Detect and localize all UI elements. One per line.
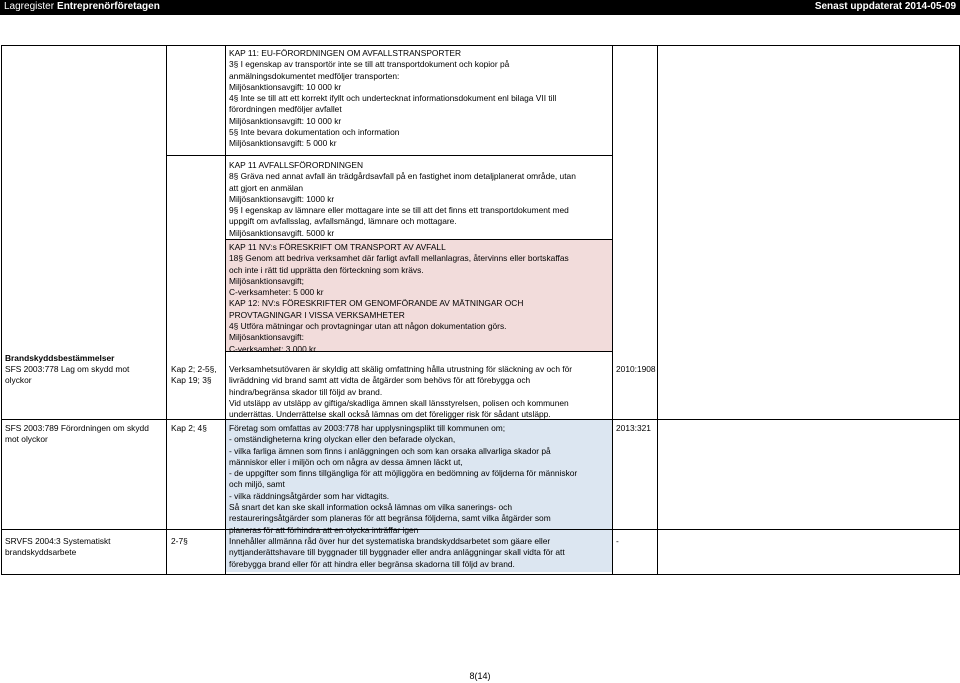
text-line: Företag som omfattas av 2003:778 har upplysningsplikt till kommunen om; [229, 423, 506, 433]
avfall-line: Miljösanktionsavgift. 5000 kr [229, 227, 335, 238]
row-ref [171, 423, 207, 434]
header-left [4, 0, 160, 14]
row-law [5, 536, 111, 559]
law-line: SFS 2003:778 Lag om skydd mot [5, 364, 130, 374]
nv-line: Miljösanktionsavgift: [229, 332, 304, 343]
row-ref [171, 536, 188, 547]
eu-line: anmälningsdokumentet medföljer transporten: [229, 70, 400, 81]
row-law [5, 423, 149, 446]
updated-date: Senast uppdaterat 2014-05-09 [814, 1, 956, 12]
nv-line: PROVTAGNINGAR I VISSA VERKSAMHETER [229, 309, 405, 320]
nv-block [229, 242, 569, 355]
page-number: 8(14) [469, 671, 491, 681]
company-name: Entreprenörföretagen [57, 1, 160, 12]
law-line: brandskyddsarbete [5, 547, 77, 558]
text-line: planeras för att förhindra att en olycka inträffar igen [229, 524, 419, 535]
nv-line: 4§ Utföra mätningar och provtagningar utan att någon dokumentation görs. [229, 321, 507, 332]
nv-line: 18§ Genom att bedriva verksamhet där farligt avfall mellanlagras, återvinns eller bortskaffas [229, 253, 569, 264]
text-line: - omständigheterna kring olyckan eller den befarade olyckan, [229, 434, 456, 445]
section-heading: Brandskyddsbestämmelser [5, 353, 115, 363]
ref-line: Kap 2; 4§ [171, 423, 207, 433]
text-line: människor eller i miljön och om några av dessa ämnen läckt ut, [229, 456, 463, 467]
col-divider-4 [657, 46, 658, 574]
avfall-line: uppgift om avfallsslag, avfallsmängd, lämnare och mottagare. [229, 216, 457, 227]
row-divider-2 [225, 239, 612, 240]
text-line: hindra/begränsa skador till följd av brand. [229, 386, 383, 397]
eu-regulation-block [229, 48, 556, 150]
eu-line: förordningen medföljer avfallet [229, 104, 342, 115]
text-line: restaureringsåtgärder som planeras för att begränsa följderna, samt vilka åtgärder som [229, 513, 551, 524]
row-text [229, 364, 572, 420]
text-line: - vilka farliga ämnen som finns i anläggningen och som kan orsaka allvarliga skador på [229, 445, 551, 456]
row-text [229, 536, 565, 570]
nv-line: Miljösanktionsavgift; [229, 275, 304, 286]
nv-line: C-verksamheter: 5 000 kr [229, 287, 324, 298]
text-line: - vilka räddningsåtgärder som har vidtagits. [229, 490, 390, 501]
eu-line: Miljösanktionsavgift: 10 000 kr [229, 81, 342, 92]
row-law [5, 364, 129, 387]
avfall-line: att gjort en anmälan [229, 182, 304, 193]
avfall-block [229, 160, 576, 239]
eu-line: Miljösanktionsavgift: 5 000 kr [229, 138, 337, 149]
row-text [229, 423, 577, 536]
nv-line: C-verksamhet: 3 000 kr [229, 343, 317, 354]
law-line: SFS 2003:789 Förordningen om skydd [5, 423, 149, 433]
row-date: 2010:1908 [616, 364, 656, 374]
avfall-line: KAP 11 AVFALLSFÖRORDNINGEN [229, 160, 364, 170]
eu-line: 3§ I egenskap av transportör inte se till att transportdokument och kopior på [229, 59, 510, 70]
law-line: mot olyckor [5, 434, 48, 445]
avfall-line: Miljösanktionsavgift: 1000 kr [229, 193, 335, 204]
text-line: och miljö, samt [229, 479, 285, 490]
text-line: Vid utsläpp av utsläpp av giftiga/skadliga ämnen skall länsstyrelsen, polisen och kommunen [229, 397, 569, 408]
row-date: - [616, 536, 619, 546]
header-bar [0, 0, 960, 15]
text-line: underrättas. Underrättelse skall också lämnas om det föreligger risk för sådant utsläpp. [229, 409, 551, 420]
text-line: Så snart det kan ske skall information också lämnas om vilka sanerings- och [229, 502, 513, 513]
eu-line: Miljösanktionsavgift: 10 000 kr [229, 115, 342, 126]
law-line: olyckor [5, 375, 32, 386]
eu-line: 4§ Inte se till att ett korrekt ifyllt och undertecknat informationsdokument enl bilaga VII till [229, 93, 557, 104]
nv-line: KAP 12: NV:s FÖRESKRIFTER OM GENOMFÖRANDE AV MÄTNINGAR OCH [229, 298, 524, 309]
nv-line: och inte i rätt tid upprätta den förteckning som krävs. [229, 264, 424, 275]
text-line: nyttjanderättshavare till byggnader till byggnader eller andra anläggningar skall vidta för att [229, 547, 565, 558]
avfall-line: 8§ Gräva ned annat avfall än trädgårdsavfall på en fastighet inom detaljplanerat område, utan [229, 171, 576, 182]
ref-line: Kap 19; 3§ [171, 375, 212, 386]
eu-line: KAP 11: EU-FÖRORDNINGEN OM AVFALLSTRANSPORTER [229, 48, 462, 58]
eu-line: 5§ Inte bevara dokumentation och information [229, 127, 400, 138]
row-divider-1 [166, 155, 612, 156]
nv-line: KAP 11 NV:s FÖRESKRIFT OM TRANSPORT AV AVFALL [229, 242, 446, 252]
law-line: SRVFS 2004:3 Systematiskt [5, 536, 111, 546]
doc-title: Lagregister [4, 1, 55, 12]
avfall-line: 9§ I egenskap av lämnare eller mottagare inte se till att det finns ett transportdokument med [229, 205, 569, 216]
row-date: 2013:321 [616, 423, 651, 433]
text-line: livräddning vid brand samt att vidta de åtgärder som behövs för att förebygga och [229, 375, 531, 386]
ref-line: Kap 2; 2-5§, [171, 364, 217, 374]
text-line: - de uppgifter som finns tillgängliga för att möjliggöra en bedömning av följderna för människor [229, 468, 578, 479]
law-table [1, 45, 960, 575]
ref-line: 2-7§ [171, 536, 188, 546]
text-line: Verksamhetsutövaren är skyldig att skälig omfattning hålla utrustning för släckning av och för [229, 364, 573, 374]
row-ref [171, 364, 217, 387]
col-divider-2 [225, 46, 226, 574]
col-divider-3 [612, 46, 613, 574]
text-line: Innehåller allmänna råd över hur det systematiska brandskyddsarbetet som gäare eller [229, 536, 551, 546]
col-divider-1 [166, 46, 167, 574]
text-line: förebygga brand eller för att hindra eller begränsa skadorna till följd av brand. [229, 558, 515, 569]
